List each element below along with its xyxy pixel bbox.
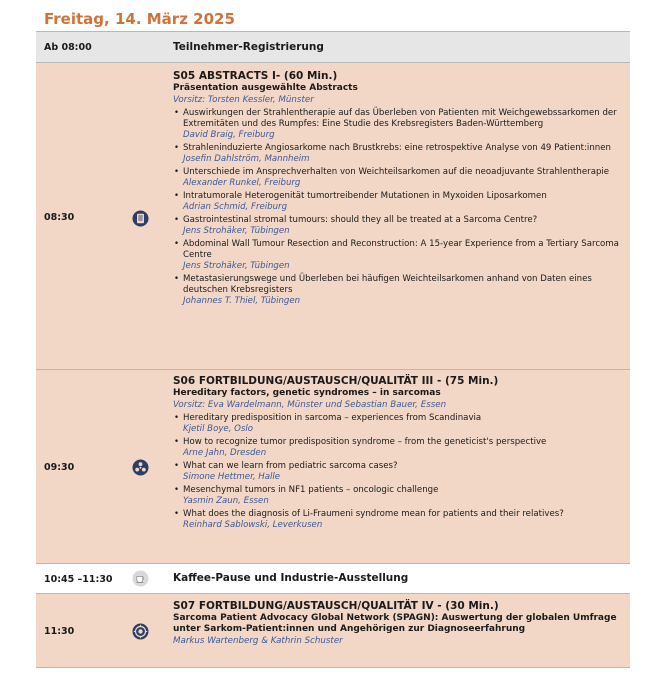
session-speaker: Markus Wartenberg & Kathrin Schuster [173, 636, 343, 646]
date-heading: Freitag, 14. März 2025 [44, 10, 235, 28]
talk-speaker: Josefin Dahlström, Mannheim [183, 154, 310, 164]
talk-title: • Auswirkungen der Strahlentherapie auf das Überleben von Patienten mit Weichgewebssarkomen der Extremitäten und des Rumpfes: Eine Studie des Krebsregisters Baden-Württemberg [183, 108, 617, 129]
coffee-icon [132, 570, 149, 587]
talk-item [173, 215, 622, 237]
registration-row [36, 31, 630, 63]
talk-speaker: David Braig, Freiburg [183, 130, 275, 140]
talk-title: • Strahleninduzierte Angiosarkome nach Brustkrebs: eine retrospektive Analyse von 49 Patient:innen [183, 143, 611, 153]
talk-item [173, 239, 622, 272]
session-time: 08:30 [44, 212, 75, 223]
talk-speaker: Alexander Runkel, Freiburg [183, 178, 301, 188]
session-s05-row [36, 63, 630, 370]
document-icon [132, 210, 149, 227]
session-title: S05 ABSTRACTS I- (60 Min.) [173, 70, 338, 82]
session-title: S06 FORTBILDUNG/AUSTAUSCH/QUALITÄT III - (75 Min.) [173, 375, 499, 387]
talk-speaker: Arne Jahn, Dresden [183, 448, 267, 458]
talk-speaker: Simone Hettmer, Halle [183, 472, 281, 482]
talk-speaker: Jens Strohäker, Tübingen [183, 226, 290, 236]
talk-title: • Hereditary predisposition in sarcoma – experiences from Scandinavia [183, 413, 482, 423]
session-subtitle: Hereditary factors, genetic syndromes – in sarcomas [173, 388, 441, 398]
talk-speaker: Johannes T. Thiel, Tübingen [183, 296, 301, 306]
talk-title: • Gastrointestinal stromal tumours: should they all be treated at a Sarcoma Centre? [183, 215, 538, 225]
talk-item [173, 191, 622, 213]
coffee-time: 10:45 –11:30 [44, 574, 113, 585]
talk-item [173, 461, 622, 483]
talk-title: • Abdominal Wall Tumour Resection and Reconstruction: A 15-year Experience from a Tertiary Sarcoma Centre [183, 239, 619, 260]
session-content [173, 600, 622, 647]
session-title: S07 FORTBILDUNG/AUSTAUSCH/QUALITÄT IV - (30 Min.) [173, 600, 499, 612]
session-chair: Vorsitz: Eva Wardelmann, Münster und Sebastian Bauer, Essen [173, 400, 447, 410]
talk-speaker: Yasmin Zaun, Essen [183, 496, 269, 506]
session-time: 11:30 [44, 626, 75, 637]
registration-time: Ab 08:00 [44, 42, 92, 53]
schedule-table [36, 31, 630, 668]
talk-item [173, 437, 622, 459]
talk-speaker: Adrian Schmid, Freiburg [183, 202, 288, 212]
session-time: 09:30 [44, 462, 75, 473]
session-subtitle: Sarcoma Patient Advocacy Global Network (SPAGN): Auswertung der globalen Umfrage unter Sarkom-Patient:innen und Angehörigen zur Diagnoseerfahrung [173, 613, 617, 634]
talk-list [173, 108, 622, 307]
talk-list [173, 413, 622, 531]
coffee-label: Kaffee-Pause und Industrie-Ausstellung [173, 572, 409, 584]
session-s06-row [36, 370, 630, 564]
session-content [173, 70, 622, 309]
talk-item [173, 485, 622, 507]
coffee-break-row [36, 564, 630, 594]
talk-item [173, 509, 622, 531]
talk-item [173, 108, 622, 141]
session-subtitle: Präsentation ausgewählte Abstracts [173, 83, 358, 93]
registration-label: Teilnehmer-Registrierung [173, 41, 324, 53]
talk-title: • What can we learn from pediatric sarcoma cases? [183, 461, 398, 471]
talk-speaker: Jens Strohäker, Tübingen [183, 261, 290, 271]
session-chair: Vorsitz: Torsten Kessler, Münster [173, 95, 314, 105]
talk-item [173, 167, 622, 189]
talk-title: • Unterschiede im Ansprechverhalten von Weichteilsarkomen auf die neoadjuvante Strahlentherapie [183, 167, 610, 177]
talk-title: • Intratumorale Heterogenität tumortreibender Mutationen in Myxoiden Liposarkomen [183, 191, 547, 201]
target-icon [132, 623, 149, 640]
talk-item [173, 413, 622, 435]
talk-title: • How to recognize tumor predisposition syndrome – from the geneticist's perspective [183, 437, 547, 447]
talk-speaker: Reinhard Sablowski, Leverkusen [183, 520, 323, 530]
session-content [173, 375, 622, 533]
talk-title: • Mesenchymal tumors in NF1 patients – oncologic challenge [183, 485, 439, 495]
talk-speaker: Kjetil Boye, Oslo [183, 424, 254, 434]
talk-title: • What does the diagnosis of Li-Fraumeni syndrome mean for patients and their relatives? [183, 509, 564, 519]
talk-title: • Metastasierungswege und Überleben bei häufigen Weichteilsarkomen anhand von Daten eines deutschen Krebsregisters [183, 274, 592, 295]
talk-item [173, 274, 622, 307]
exchange-icon [132, 459, 149, 476]
session-s07-row [36, 594, 630, 668]
talk-item [173, 143, 622, 165]
